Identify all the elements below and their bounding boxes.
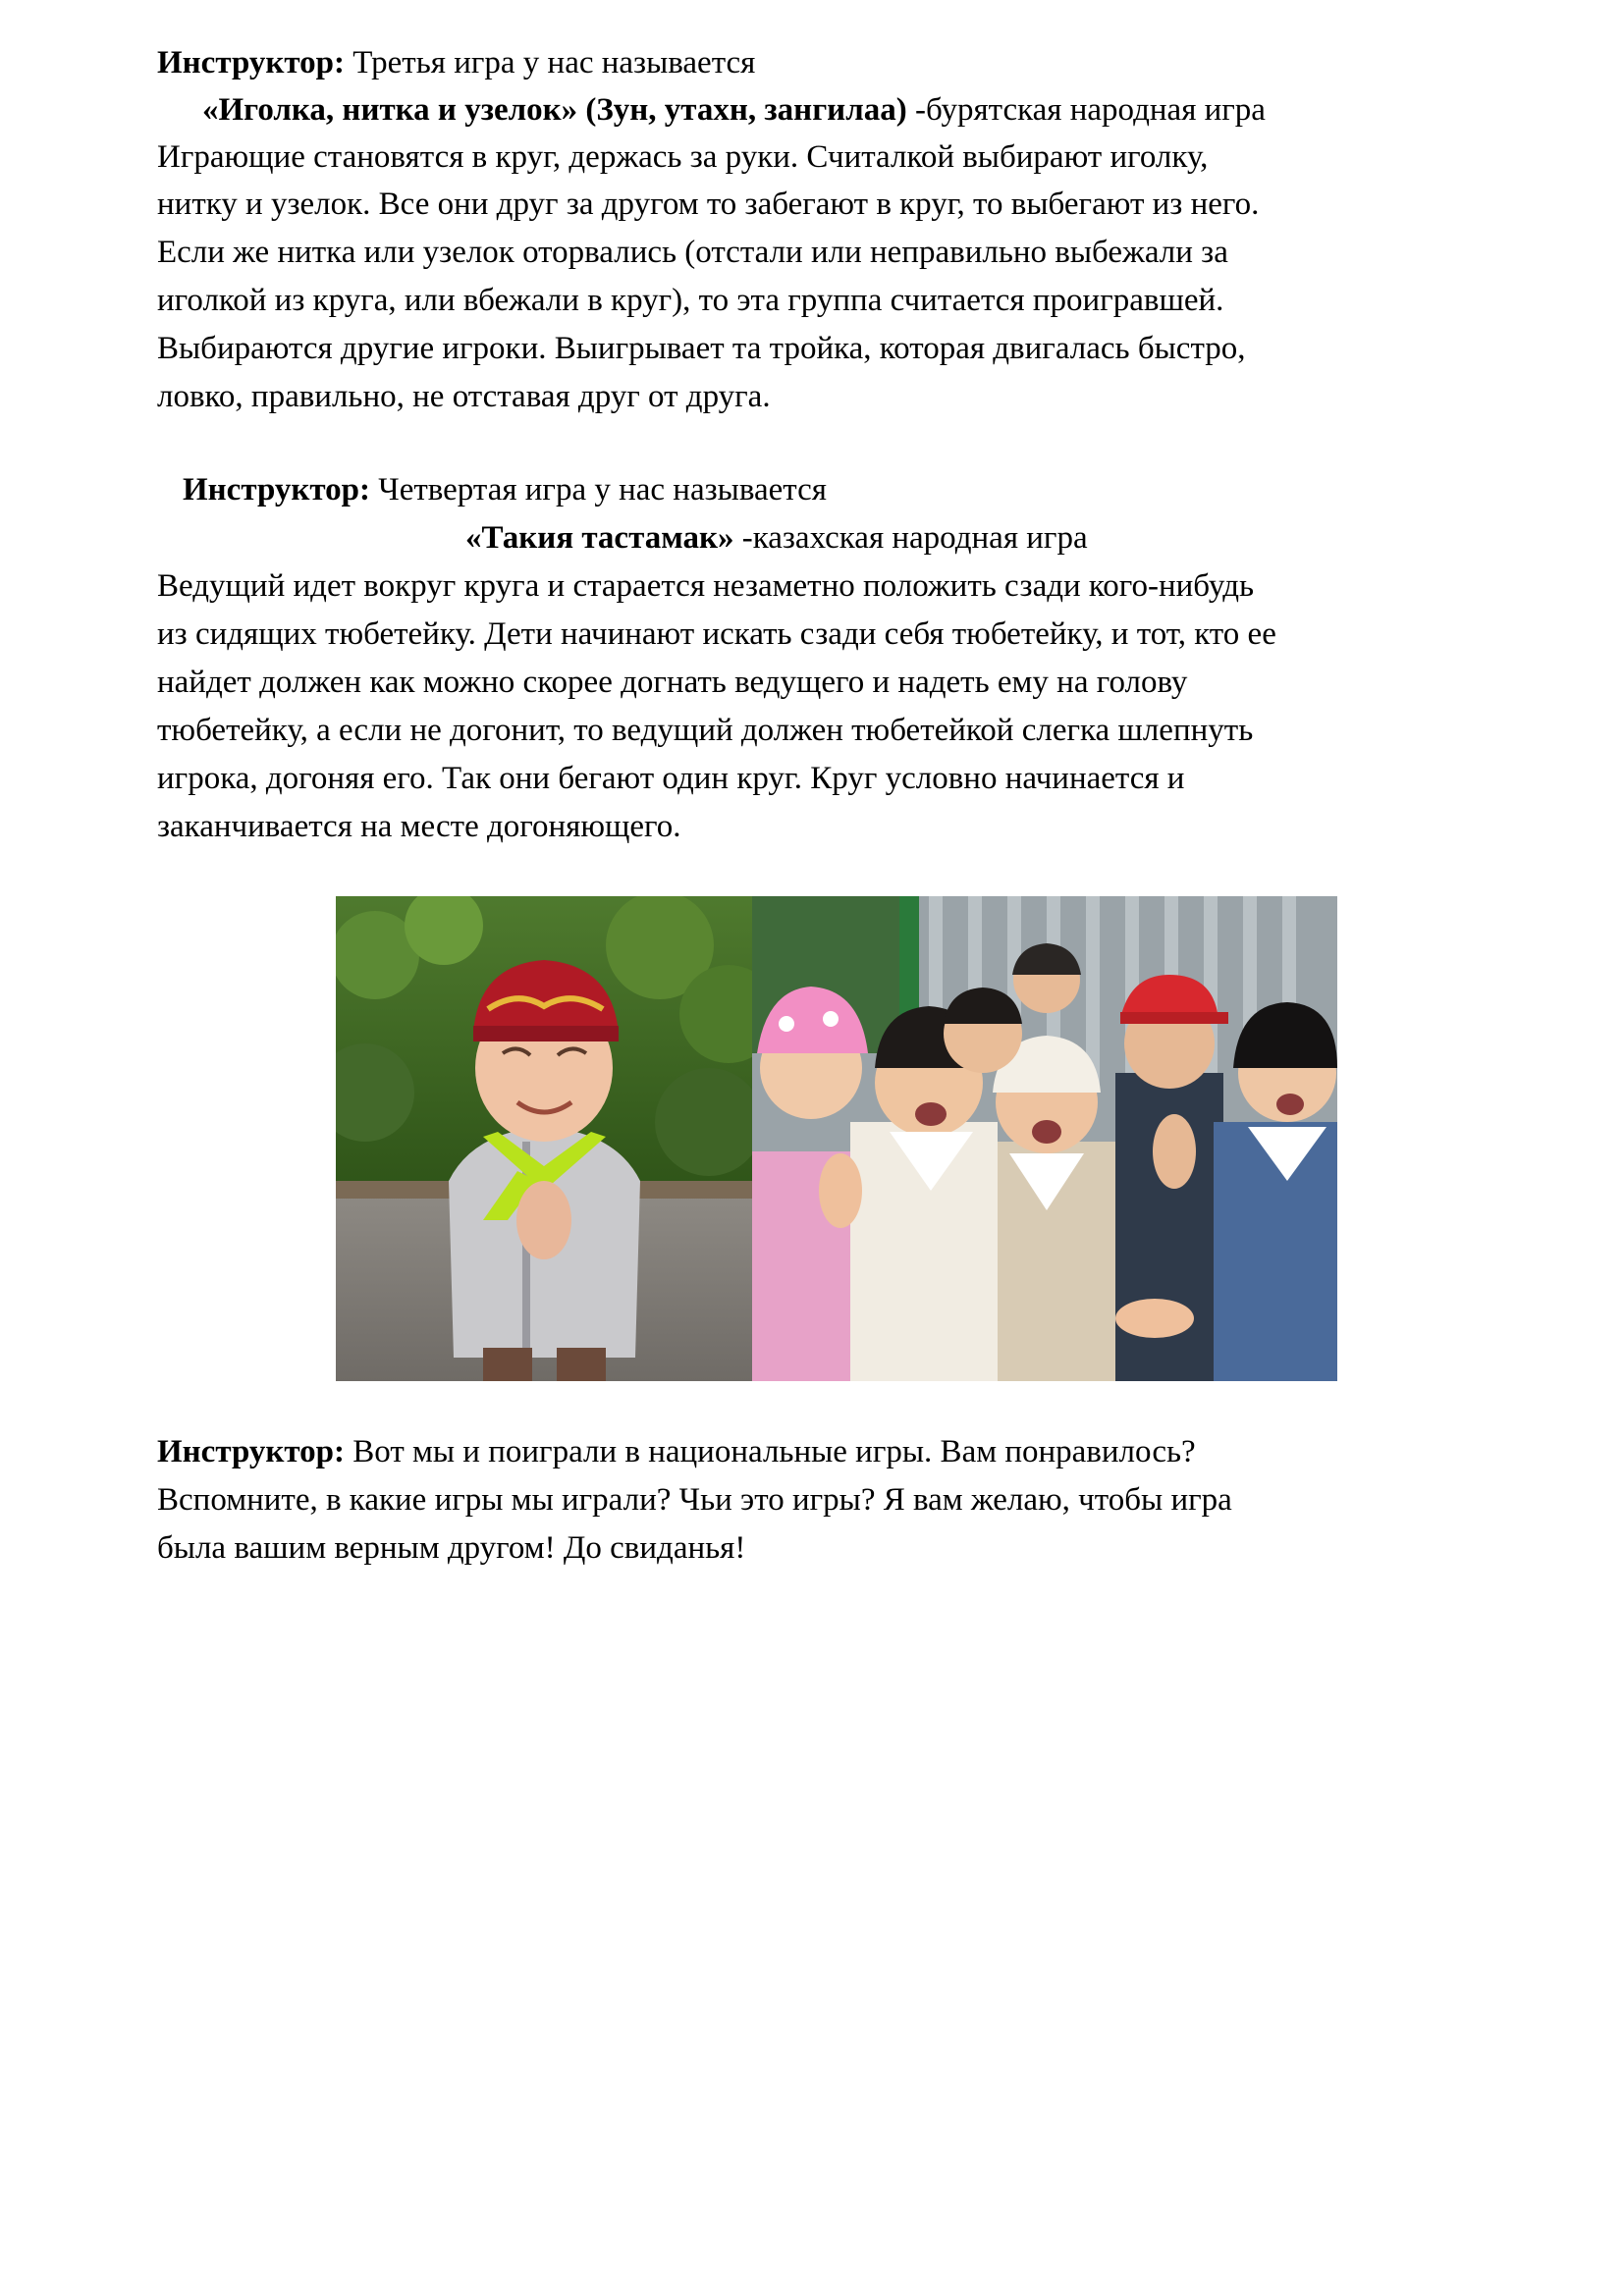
paragraph-line: иголкой из круга, или вбежали в круг), то эта группа считается проигравшей. (157, 283, 1224, 318)
section1-game-origin: -бурятская народная игра (906, 92, 1266, 128)
paragraph-line: тюбетейку, а если не догонит, то ведущий должен тюбетейкой слегка шлепнуть (157, 713, 1254, 748)
section2-intro: Четвертая игра у нас называется (370, 472, 827, 507)
photo-boy-in-cap (336, 896, 752, 1381)
paragraph-line: из сидящих тюбетейку. Дети начинают искать сзади себя тюбетейку, и тот, кто ее (157, 616, 1276, 652)
section1-intro: Третья игра у нас называется (345, 45, 756, 80)
section2-game-line (465, 514, 1088, 561)
section3-line (157, 1428, 1196, 1475)
section1-game-line (202, 86, 1266, 133)
paragraph-line: ловко, правильно, не отставая друг от друга. (157, 379, 771, 414)
section1-heading (157, 39, 755, 86)
paragraph-line: найдет должен как можно скорее догнать ведущего и надеть ему на голову (157, 665, 1188, 700)
paragraph-line: была вашим верным другом! До свиданья! (157, 1530, 746, 1566)
paragraph-line: Вспомните, в какие игры мы играли? Чьи это игры? Я вам желаю, чтобы игра (157, 1482, 1232, 1518)
paragraph-line: Если же нитка или узелок оторвались (отстали или неправильно выбежали за (157, 235, 1228, 270)
section3-label: Инструктор: (157, 1434, 345, 1469)
section1-game-title: «Иголка, нитка и узелок» (Зун, утахн, зангилаа) (202, 92, 907, 128)
section2-heading (183, 466, 827, 513)
paragraph-line: Ведущий идет вокруг круга и старается незаметно положить сзади кого-нибудь (157, 568, 1255, 604)
section2-game-title: «Такия тастамак» (465, 520, 734, 556)
section2-game-origin: -казахская народная игра (733, 520, 1088, 556)
section1-label: Инструктор: (157, 45, 345, 80)
paragraph-line: Вот мы и поиграли в национальные игры. Вам понравилось? (345, 1434, 1196, 1469)
paragraph-line: нитку и узелок. Все они друг за другом то забегают в круг, то выбегают из него. (157, 187, 1260, 222)
photo-group-of-children (752, 896, 1337, 1381)
section2-label: Инструктор: (183, 472, 370, 507)
paragraph-line: заканчивается на месте догоняющего. (157, 809, 681, 844)
paragraph-line: игрока, догоняя его. Так они бегают один круг. Круг условно начинается и (157, 761, 1185, 796)
paragraph-line: Выбираются другие игроки. Выигрывает та тройка, которая двигалась быстро, (157, 331, 1246, 366)
paragraph-line: Играющие становятся в круг, держась за руки. Считалкой выбирают иголку, (157, 139, 1209, 175)
